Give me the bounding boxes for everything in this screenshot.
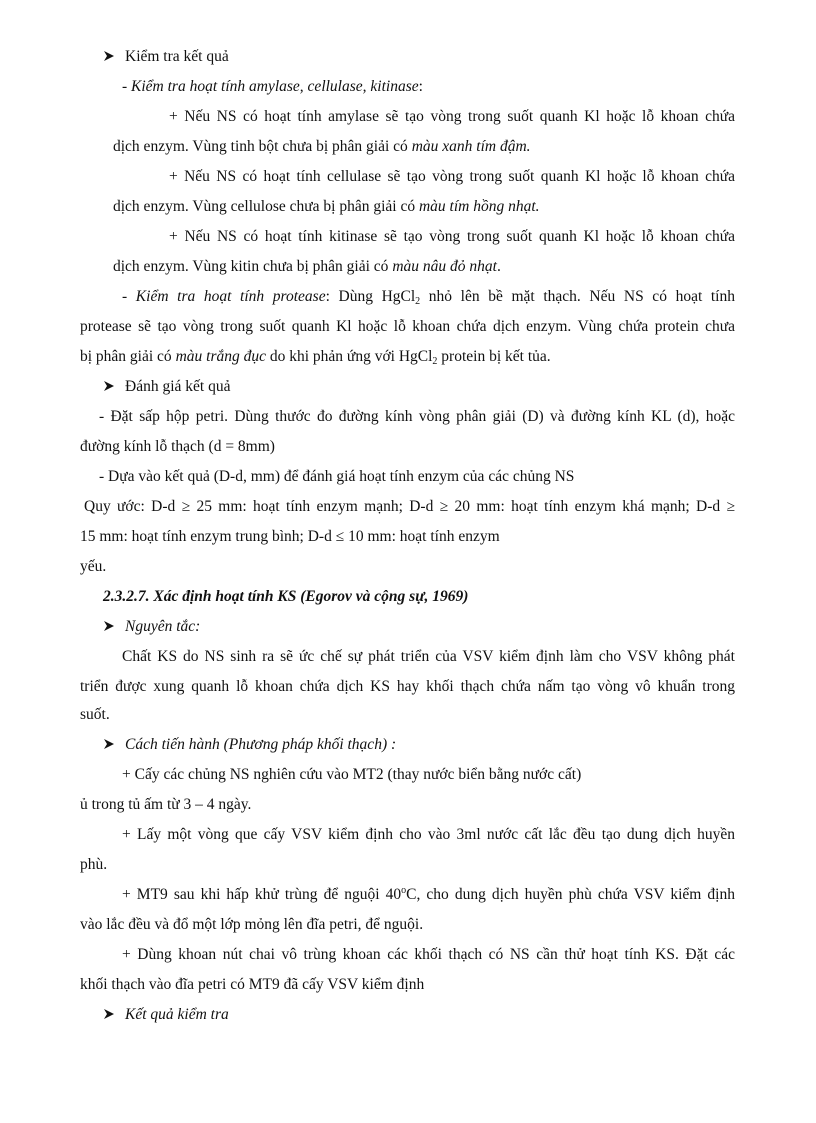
arrow-bullet-icon: [103, 47, 125, 67]
amylase-line-2: dịch enzym. Vùng tinh bột chưa bị phân giải có màu xanh tím đậm.: [113, 138, 531, 155]
eval-line-4: Quy ước: D-d ≥ 25 mm: hoạt tính enzym mạnh; D-d ≥ 20 mm: hoạt tính enzym khá mạnh; D-d ≥: [84, 498, 735, 515]
cellulase-line-2: dịch enzym. Vùng cellulose chưa bị phân giải có màu tím hồng nhạt.: [113, 198, 540, 215]
kitinase-line-2: dịch enzym. Vùng kitin chưa bị phân giải có màu nâu đỏ nhạt.: [113, 258, 501, 275]
section-title-ks: 2.3.2.7. Xác định hoạt tính KS (Egorov và cộng sự, 1969): [103, 588, 469, 605]
arrow-bullet-icon: [103, 735, 125, 755]
eval-line-1: - Đặt sấp hộp petri. Dùng thước đo đường kính vòng phân giải (D) và đường kính KL (d), hoặc: [99, 408, 735, 425]
method-line-6: vào lắc đều và đổ một lớp mỏng lên đĩa petri, để nguội.: [80, 916, 424, 933]
heading-test-results: Kết quả kiểm tra: [103, 1005, 229, 1025]
method-line-5: + MT9 sau khi hấp khử trùng để nguội 40$^o$C, cho dung dịch huyền phù chứa VSV kiểm định: [122, 885, 735, 903]
heading-method: Cách tiến hành (Phương pháp khối thạch) :: [103, 735, 396, 755]
eval-line-3: - Dựa vào kết quả (D-d, mm) để đánh giá hoạt tính enzym của các chủng NS: [99, 468, 575, 485]
method-line-2: ủ trong tủ ấm từ 3 – 4 ngày.: [80, 796, 252, 813]
method-line-8: khối thạch vào đĩa petri có MT9 đã cấy VSV kiểm định: [80, 976, 425, 993]
protease-line-3: bị phân giải có màu trắng đục do khi phản ứng với HgCl$_2$ protein bị kết tủa.: [80, 348, 551, 367]
method-line-4: phù.: [80, 856, 108, 873]
principle-line-1: Chất KS do NS sinh ra sẽ ức chế sự phát triển của VSV kiểm định làm cho VSV không phát: [122, 648, 735, 665]
kitinase-line-1: + Nếu NS có hoạt tính kitinase sẽ tạo vòng trong suốt quanh Kl hoặc lỗ khoan chứa: [169, 228, 735, 245]
protease-line-2: protease sẽ tạo vòng trong suốt quanh Kl hoặc lỗ khoan chứa dịch enzym. Vùng chứa protein chưa: [80, 318, 735, 335]
heading-evaluate-results: Đánh giá kết quả: [103, 377, 230, 397]
eval-line-6: yếu.: [80, 558, 107, 575]
principle-line-2: triển được xung quanh lỗ khoan chứa dịch KS hay khối thạch chứa nấm tạo vòng vô khuẩn trong: [80, 678, 735, 695]
arrow-bullet-icon: [103, 617, 125, 637]
heading-principle: Nguyên tắc:: [103, 617, 200, 637]
protease-line-1: - Kiểm tra hoạt tính protease: Dùng HgCl$_2$ nhỏ lên bề mặt thạch. Nếu NS có hoạt tính: [122, 288, 735, 307]
eval-line-5: 15 mm: hoạt tính enzym trung bình; D-d ≤ 10 mm: hoạt tính enzym: [80, 528, 500, 545]
arrow-bullet-icon: [103, 377, 125, 397]
principle-line-3: suốt.: [80, 706, 110, 723]
arrow-bullet-icon: [103, 1005, 125, 1025]
heading-check-results: Kiểm tra kết quả: [103, 47, 229, 67]
eval-line-2: đường kính lỗ thạch (d = 8mm): [80, 438, 275, 455]
amylase-subheading: - Kiểm tra hoạt tính amylase, cellulase, kitinase:: [122, 78, 423, 95]
cellulase-line-1: + Nếu NS có hoạt tính cellulase sẽ tạo vòng trong suốt quanh Kl hoặc lỗ khoan chứa: [169, 168, 735, 185]
method-line-1: + Cấy các chủng NS nghiên cứu vào MT2 (thay nước biển bằng nước cất): [122, 766, 582, 783]
method-line-3: + Lấy một vòng que cấy VSV kiểm định cho vào 3ml nước cất lắc đều tạo dung dịch huyền: [122, 826, 735, 843]
method-line-7: + Dùng khoan nút chai vô trùng khoan các khối thạch có NS cần thử hoạt tính KS. Đặt các: [122, 946, 735, 963]
amylase-line-1: + Nếu NS có hoạt tính amylase sẽ tạo vòng trong suốt quanh Kl hoặc lỗ khoan chứa: [169, 108, 735, 125]
